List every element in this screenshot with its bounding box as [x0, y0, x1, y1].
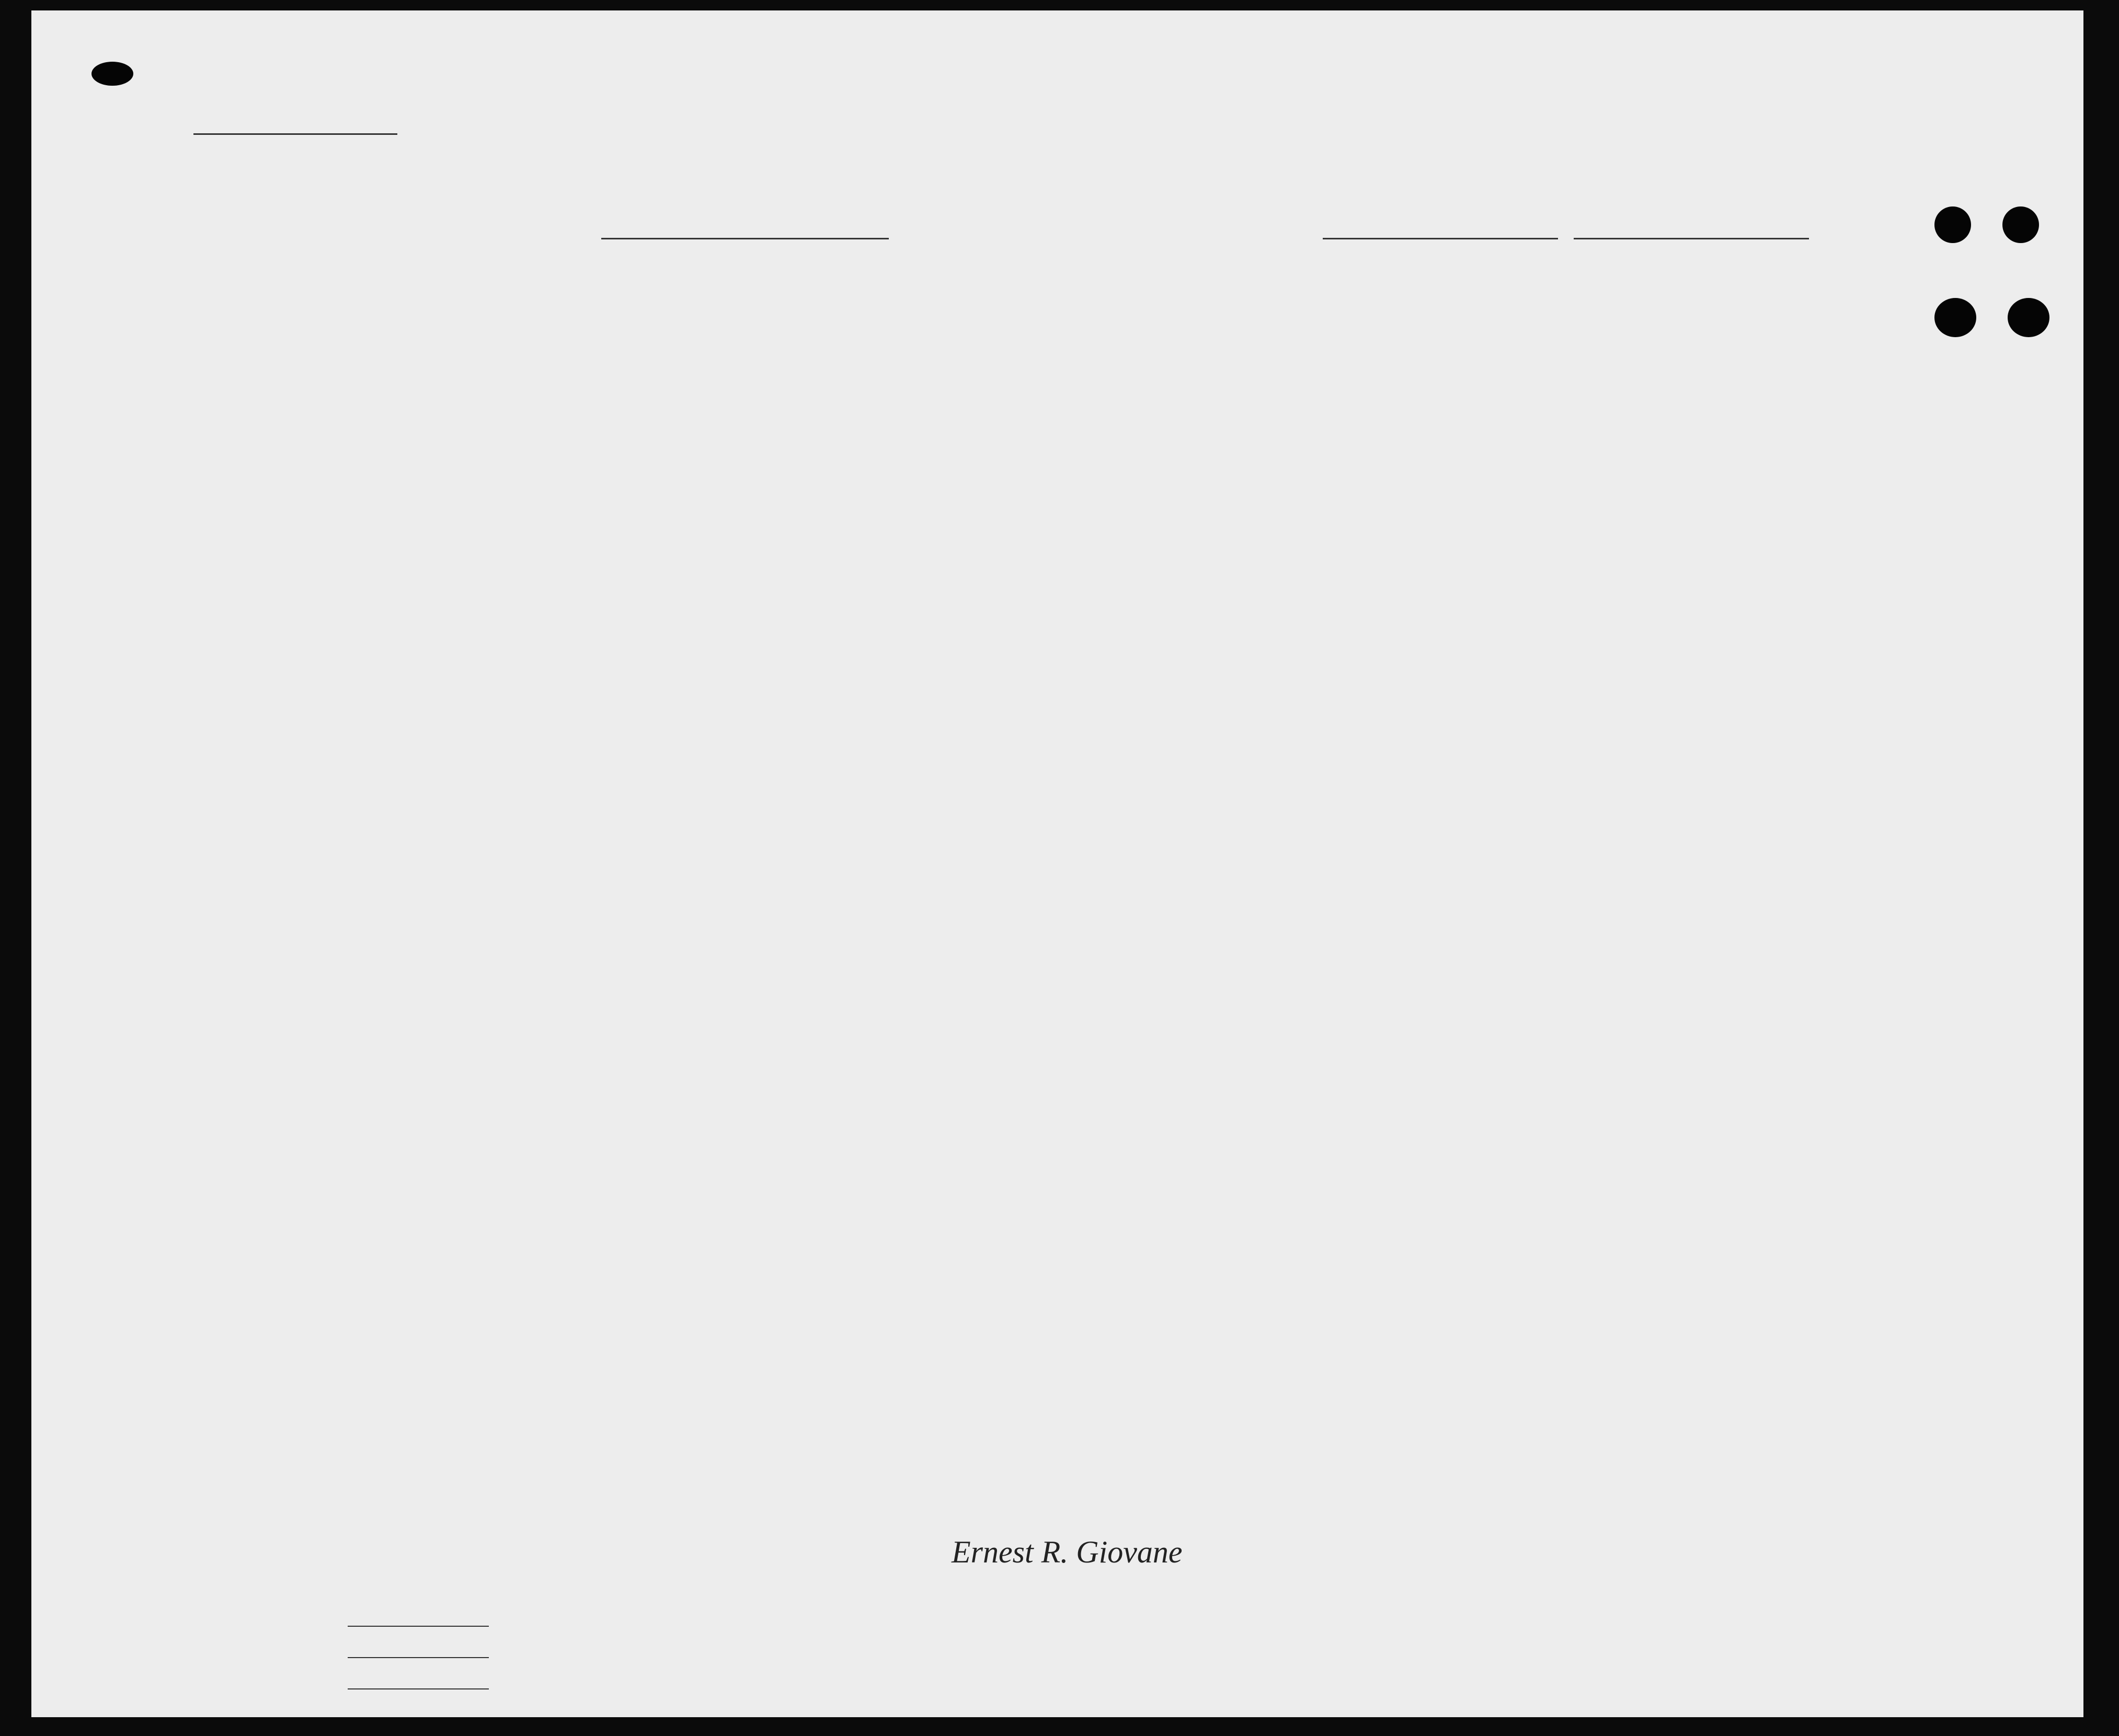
aliens-line — [348, 1688, 489, 1689]
ink-blot — [1934, 206, 1971, 243]
ink-blot — [1934, 298, 1976, 337]
ink-blot — [2002, 206, 2039, 243]
ink-blot — [2008, 298, 2049, 337]
us-citizens-line — [348, 1657, 489, 1658]
total-passengers-line — [348, 1626, 489, 1627]
inspector-signature: Ernest R. Giovane — [952, 1535, 1183, 1569]
